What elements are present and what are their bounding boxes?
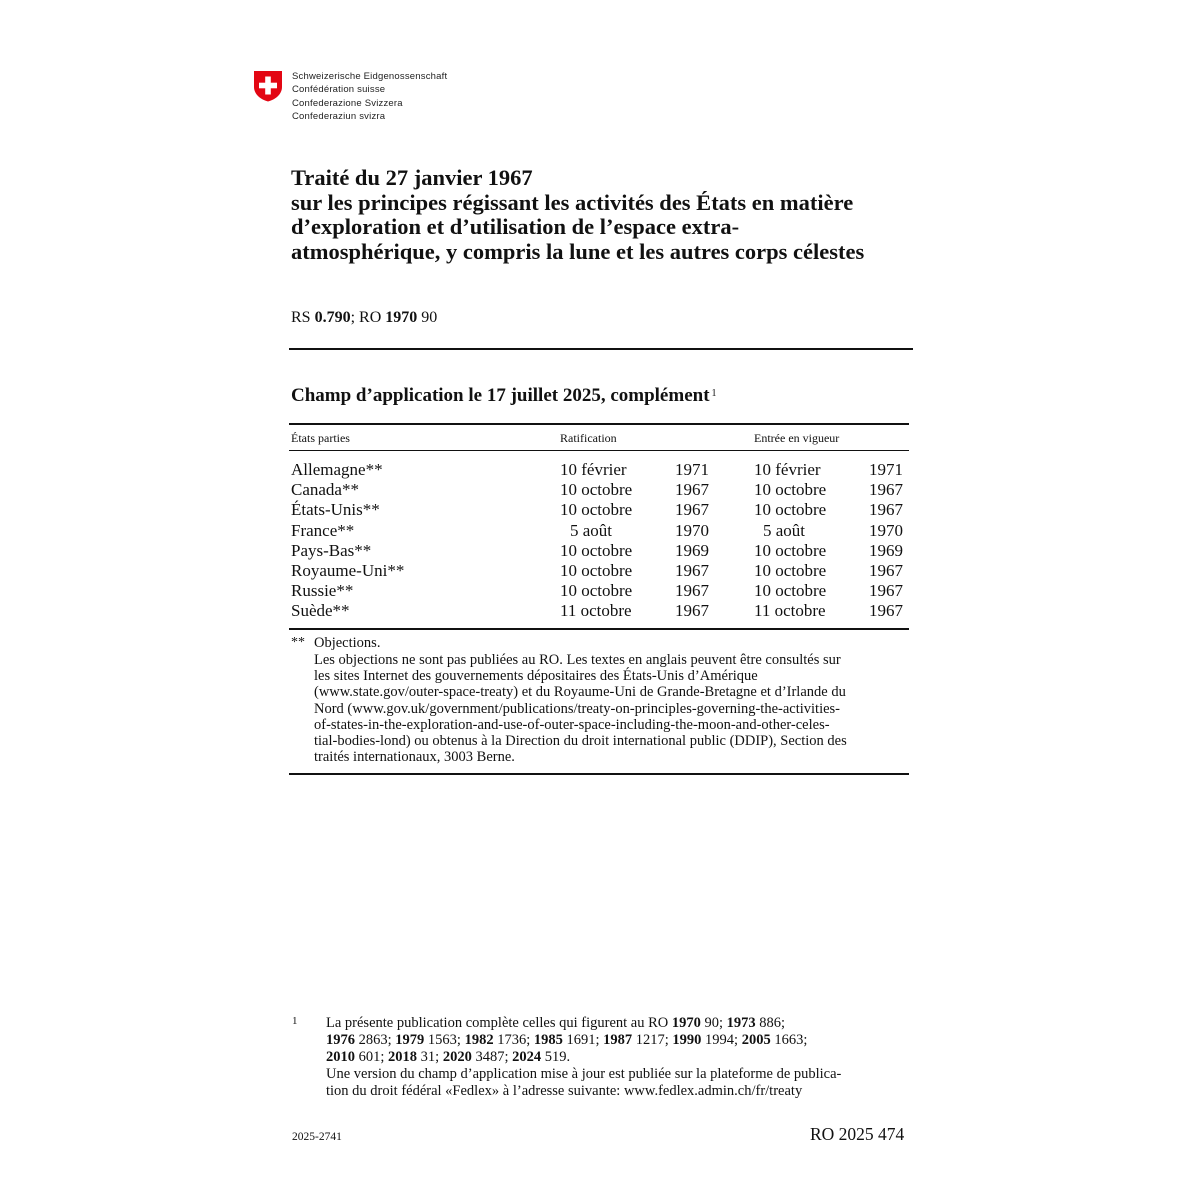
ro-ref-year: 2010 [326,1049,355,1065]
column-header-ratification: Ratification [560,431,617,445]
table-row [291,561,911,581]
entry-year: 1967 [869,500,903,520]
ro-reference: RO 2025 474 [810,1124,905,1144]
footnote-number: 1 [292,1015,298,1027]
rs-prefix: RS [291,309,311,326]
ro-ref-page: 886; [759,1015,786,1031]
footnote-body [326,1015,916,1100]
entry-date: 10 octobre [754,480,827,500]
ro-ref-page: 1663; [774,1032,808,1048]
column-header-entry: Entrée en vigueur [754,431,840,445]
entry-date: 5 août [763,520,806,540]
ro-ref-year: 2024 [512,1049,542,1065]
ratification-year: 1967 [675,601,709,621]
ro-page: 90 [421,309,438,326]
ro-ref-page: 2863; [358,1032,392,1048]
ro-ref-page: 601; [358,1049,385,1065]
state-name: Canada** [291,480,359,500]
footnote-reference: 1 [711,388,717,399]
entry-date: 11 octobre [754,601,826,621]
note-line: Nord (www.gov.uk/government/publications/treaty-on-principles-governing-the-activities- [314,700,841,717]
ratification-date: 11 octobre [560,601,632,621]
table-row [291,480,911,500]
entry-year: 1967 [869,601,903,621]
document-title [291,166,931,264]
note-line: (www.state.gov/outer-space-treaty) et du Royaume-Uni de Grande-Bretagne et d’Irlande du [314,684,846,701]
footnote-line [326,1049,916,1066]
entry-year: 1967 [869,480,903,500]
ro-ref-page: 3487; [475,1049,509,1065]
document-number: 2025-2741 [292,1131,342,1143]
swiss-cross-icon [253,70,283,102]
title-line: sur les principes régissant les activités des États en matière [291,189,854,215]
footnote-line [326,1032,916,1049]
note-marker: ** [291,635,305,650]
notes-bottom-rule [289,773,909,775]
ro-ref-year: 1990 [672,1032,702,1048]
footnote-intro: La présente publication complète celles qui figurent au RO [326,1015,669,1031]
state-name: États-Unis** [291,500,380,520]
entry-date: 10 octobre [754,581,827,601]
ro-ref-year: 1973 [726,1015,756,1031]
ro-ref-page: 31; [420,1049,440,1065]
note-body [314,652,914,765]
entry-date: 10 octobre [754,540,827,560]
entry-date: 10 octobre [754,500,827,520]
ratification-date: 10 octobre [560,560,633,580]
note-line: tial-bodies-lond) ou obtenus à la Direction du droit international public (DDIP), Section des [314,733,847,750]
section-heading [291,385,717,407]
title-line: Traité du 27 janvier 1967 [291,165,533,190]
ratification-date: 10 février [560,460,627,479]
note-label: Objections. [314,635,381,651]
ratification-year: 1970 [675,520,709,540]
entry-year: 1967 [869,560,903,580]
ro-ref-year: 2005 [741,1032,771,1048]
ro-ref-year: 2020 [442,1049,472,1065]
state-name: Royaume-Uni** [291,560,405,580]
state-name: Russie** [291,581,354,601]
state-name: Allemagne** [291,460,383,479]
footnote-line: Une version du champ d’application mise à jour est publiée sur la plateforme de publica- [326,1066,842,1082]
ro-ref-year: 1976 [326,1032,355,1048]
ro-ref-page: 1691; [566,1032,600,1048]
ratification-year: 1967 [675,581,709,601]
confederation-name-fr: Confédération suisse [292,84,386,96]
table-row [291,541,911,561]
table-row [291,601,911,621]
divider [289,348,913,350]
entry-year: 1971 [869,460,903,479]
table-row [291,521,911,541]
table-row [291,500,911,520]
entry-year: 1970 [869,520,903,540]
ro-prefix: RO [359,309,382,326]
note-line: of-states-in-the-exploration-and-use-of-outer-space-including-the-moon-and-other-celes- [314,716,830,733]
ro-ref-year: 1982 [464,1032,494,1048]
footnote-line [326,1015,916,1032]
ratification-year: 1967 [675,560,709,580]
entry-year: 1969 [869,540,903,560]
reference-separator: ; [350,309,356,326]
ro-ref-page: 1563; [427,1032,461,1048]
table-bottom-rule [289,628,909,630]
ro-ref-page: 1736; [497,1032,531,1048]
ro-ref-page: 1217; [635,1032,669,1048]
ratification-year: 1971 [675,460,709,479]
ro-ref-page: 1994; [705,1032,739,1048]
confederation-name-it: Confederazione Svizzera [292,97,403,109]
ratification-year: 1967 [675,480,709,500]
footnote-line: tion du droit fédéral «Fedlex» à l’adresse suivante: www.fedlex.admin.ch/fr/treaty [326,1083,803,1099]
table-body [291,460,911,622]
entry-year: 1967 [869,581,903,601]
ratification-year: 1969 [675,540,709,560]
entry-date: 10 février [754,460,821,479]
table-row [291,460,911,480]
title-line: d’exploration et d’utilisation de l’espace extra- [291,214,740,239]
ro-ref-year: 1970 [671,1015,701,1031]
table-row [291,581,911,601]
entry-date: 10 octobre [754,560,827,580]
title-line: atmosphérique, y compris la lune et les autres corps célestes [291,238,865,264]
state-name: France** [291,520,355,540]
state-name: Pays-Bas** [291,540,372,560]
column-header-states: États parties [291,431,350,445]
reference-line [291,309,437,327]
ro-ref-page: 519. [544,1049,571,1065]
ratification-date: 10 octobre [560,480,633,500]
ro-ref-year: 2018 [388,1049,418,1065]
table-top-rule [289,423,909,425]
confederation-name-rm: Confederaziun svizra [292,111,386,123]
ro-ref-year: 1979 [395,1032,425,1048]
ratification-date: 10 octobre [560,540,633,560]
note-line: Les objections ne sont pas publiées au RO. Les textes en anglais peuvent être consultés sur [314,652,841,668]
note-line: les sites Internet des gouvernements dépositaires des États-Unis d’Amérique [314,668,758,685]
note-line: traités internationaux, 3003 Berne. [314,749,515,766]
ratification-year: 1967 [675,500,709,520]
table-header-rule [289,450,909,451]
confederation-names [292,70,447,124]
section-heading-text: Champ d’application le 17 juillet 2025, complément [291,385,710,406]
ro-ref-page: 90; [704,1015,724,1031]
ratification-date: 5 août [570,520,613,540]
ro-ref-year: 1987 [603,1032,633,1048]
ro-ref-year: 1985 [533,1032,563,1048]
rs-number: 0.790 [314,309,351,326]
confederation-name-de: Schweizerische Eidgenossenschaft [292,71,448,82]
ratification-date: 10 octobre [560,500,633,520]
state-name: Suède** [291,601,350,621]
ratification-date: 10 octobre [560,581,633,601]
ro-year: 1970 [385,309,418,326]
